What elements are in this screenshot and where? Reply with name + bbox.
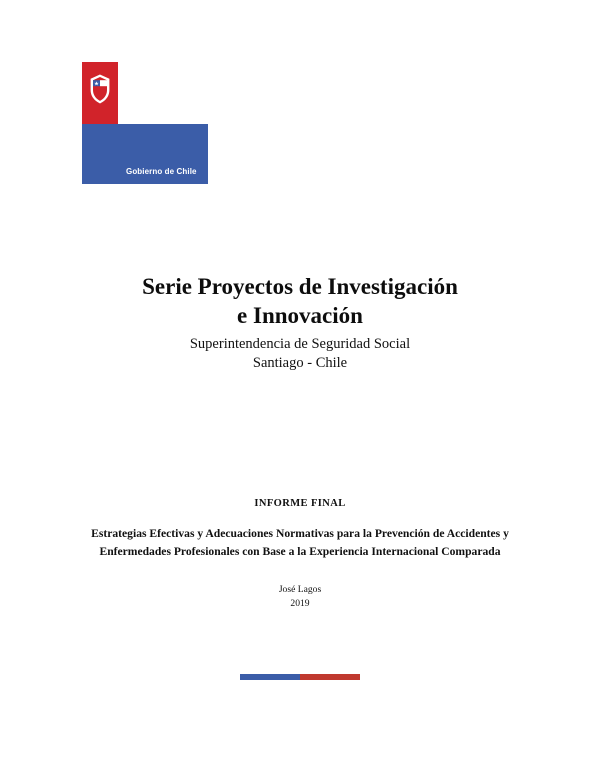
report-author: José Lagos: [278, 583, 322, 595]
report-title: Estrategias Efectivas y Adecuaciones Normativas para la Prevención de Accidentes y Enfermedades Profesionales con Base a la Experiencia Internacional Comparada: [91, 527, 509, 558]
footer-color-bar: [240, 674, 360, 680]
logo-blue-bar: [82, 124, 118, 184]
chile-coat-of-arms-icon: [89, 74, 111, 104]
logo-institution-name: [126, 72, 204, 106]
institution-logo: [82, 62, 208, 184]
logo-institution-line1: Superintendencia: [126, 73, 197, 82]
page-title: Serie Proyectos de Investigación e Innovación: [142, 274, 458, 329]
report-year: 2019: [290, 598, 310, 610]
logo-bottom-band: [82, 124, 208, 184]
logo-top-band: [82, 62, 208, 124]
logo-government-label: Gobierno de Chile: [126, 167, 197, 176]
series-subtitle-institution: Superintendencia de Seguridad Social: [189, 335, 411, 352]
footer-bar-red-segment: [300, 674, 360, 680]
report-type-label: INFORME FINAL: [254, 498, 346, 509]
series-block: [0, 272, 600, 374]
series-subtitle-location: Santiago - Chile: [252, 355, 348, 372]
footer-bar-blue-segment: [240, 674, 300, 680]
report-block: [0, 498, 600, 612]
logo-institution-line3: Social: [126, 95, 151, 105]
logo-institution-line2: de Seguridad: [126, 84, 180, 94]
